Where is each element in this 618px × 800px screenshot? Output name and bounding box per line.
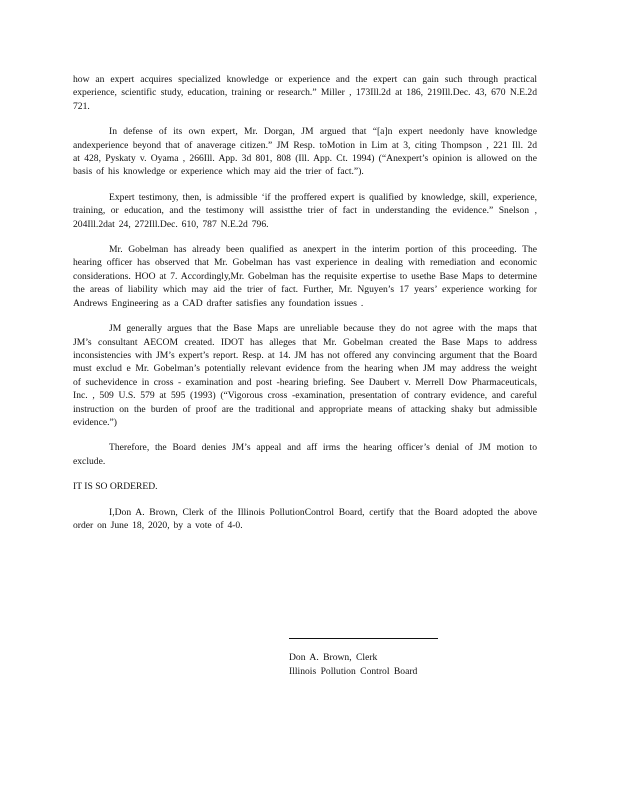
signature-block	[289, 638, 439, 679]
paragraph-defense-of-expert: In defense of its own expert, Mr. Dorgan, JM argued that “[a]n expert needonly have knowledge andexperience beyond that of anaverage citizen.” JM Resp. toMotion in Lim at 3, citing Thompson , 221 Ill. 2d at 428, Pyskaty v. Oyama , 266Ill. App. 3d 801, 808 (Ill. App. Ct. 1994) (“Anexpert’s opinion is allowed on the basis of his knowledge or experience which may aid the trier of fact.”).	[73, 126, 537, 178]
clerk-certification: I,Don A. Brown, Clerk of the Illinois PollutionControl Board, certify that the Board adopted the above order on June 18, 2020, by a vote of 4-0.	[73, 506, 537, 531]
paragraph-continuation: how an expert acquires specialized knowledge or experience and the expert can gain such through practical experience, scientific study, education, training or research.” Miller , 173Ill.2d at 186, 219Ill.Dec. 43, 670 N.E.2d 721.	[73, 74, 537, 112]
signature-line	[289, 638, 438, 639]
signature-organization: Illinois Pollution Control Board	[289, 666, 418, 677]
paragraph-gobelman-qualified: Mr. Gobelman has already been qualified as anexpert in the interim portion of this proceeding. The hearing officer has observed that Mr. Gobelman has vast experience in dealing with remediation and economic considerations. HOO at 7. Accordingly,Mr. Gobelman has the requisite expertise to usethe Base Maps to determine the areas of liability which may aid the trier of fact. Further, Mr. Nguyen’s 17 years’ experience working for Andrews Engineering as a CAD drafter satisfies any foundation issues .	[73, 244, 537, 309]
paragraph-base-maps-argument: JM generally argues that the Base Maps are unreliable because they do not agree with the maps that JM’s consultant AECOM created. IDOT has alleges that Mr. Gobelman created the Base Maps to address inconsistencies with JM’s expert’s report. Resp. at 14. JM has not offered any convincing argument that the Board must exclud e Mr. Gobelman’s potentially relevant evidence from the hearing when JM may address the weight of suchevidence in cross - examination and post -hearing briefing. See Daubert v. Merrell Dow Pharmaceuticals, Inc. , 509 U.S. 579 at 595 (1993) (“Vigorous cross -examination, presentation of contrary evidence, and careful instruction on the burden of proof are the traditional and appropriate means of attacking shaky but admissible evidence.”)	[73, 323, 537, 428]
order-statement: IT IS SO ORDERED.	[73, 481, 158, 493]
signature-name: Don A. Brown, Clerk	[289, 652, 378, 663]
paragraph-board-denies: Therefore, the Board denies JM’s appeal and aff irms the hearing officer’s denial of JM motion to exclude.	[73, 442, 537, 467]
paragraph-expert-testimony: Expert testimony, then, is admissible ‘if the proffered expert is qualified by knowledge, skill, experience, training, or education, and the testimony will assistthe trier of fact in understanding the evidence.” Snelson , 204Ill.2dat 24, 272Ill.Dec. 610, 787 N.E.2d 796.	[73, 191, 537, 230]
document-body	[73, 73, 537, 544]
